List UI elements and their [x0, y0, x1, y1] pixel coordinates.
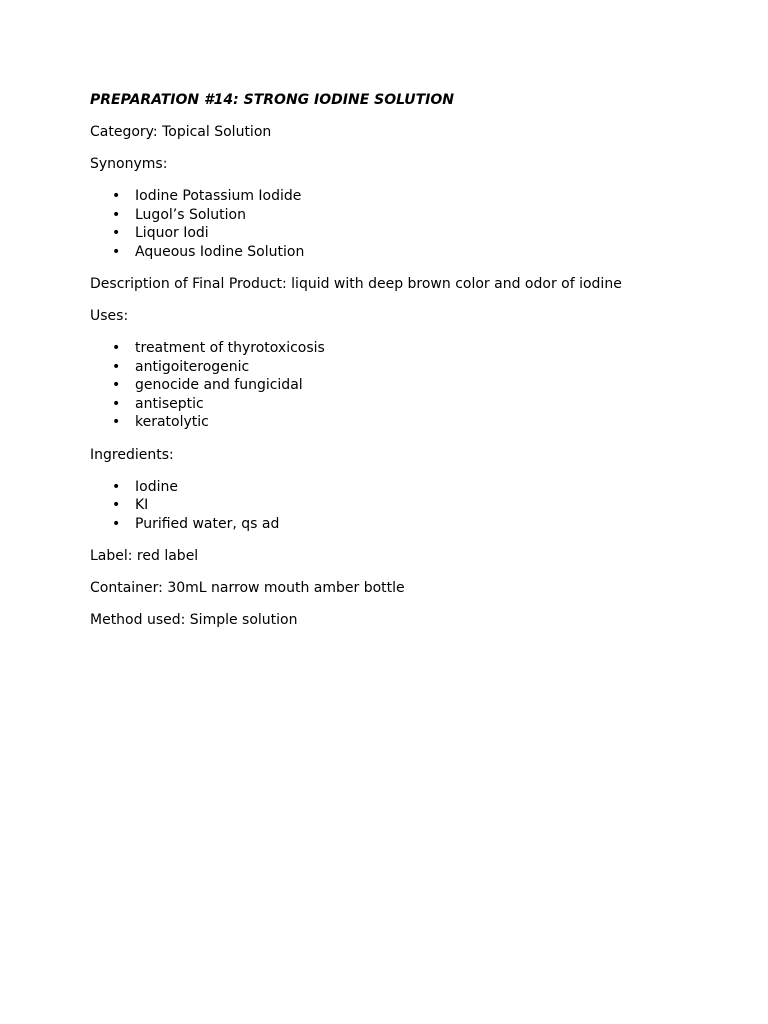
bullet-icon: •	[112, 243, 121, 260]
list-item	[90, 395, 700, 414]
bullet-icon: •	[112, 478, 121, 495]
bullet-icon: •	[112, 497, 121, 513]
bullet-icon: •	[112, 414, 121, 430]
bullet-icon: •	[112, 225, 121, 241]
ingredient-text: Purified water, qs ad	[135, 515, 280, 532]
document-content	[90, 91, 700, 629]
document-title: PREPARATION #14: STRONG IODINE SOLUTION	[90, 92, 455, 108]
use-text: keratolytic	[135, 414, 209, 430]
bullet-icon: •	[112, 395, 121, 412]
use-text: treatment of thyrotoxicosis	[135, 340, 325, 356]
bullet-icon: •	[112, 358, 121, 375]
list-item	[90, 376, 700, 395]
bullet-icon: •	[112, 188, 121, 204]
synonym-text: Iodine Potassium Iodide	[135, 188, 302, 204]
list-item	[90, 206, 700, 225]
synonyms-heading: Synonyms:	[90, 156, 168, 172]
description-line: Description of Final Product: liquid with deep brown color and odor of iodine	[90, 276, 622, 292]
uses-list	[90, 339, 700, 432]
list-item	[90, 496, 700, 515]
ingredient-text: KI	[135, 497, 149, 513]
list-item	[90, 243, 700, 262]
use-text: antigoiterogenic	[135, 358, 250, 375]
list-item	[90, 339, 700, 358]
synonyms-list	[90, 187, 700, 261]
ingredient-text: Iodine	[135, 478, 178, 495]
use-text: genocide and fungicidal	[135, 377, 303, 393]
bullet-icon: •	[112, 206, 121, 223]
synonym-text: Liquor Iodi	[135, 225, 209, 241]
bullet-icon: •	[112, 377, 121, 393]
list-item	[90, 358, 700, 377]
category-line: Category: Topical Solution	[90, 124, 272, 140]
synonym-text: Aqueous Iodine Solution	[135, 243, 305, 260]
bullet-icon: •	[112, 340, 121, 356]
uses-heading: Uses:	[90, 308, 129, 324]
list-item	[90, 478, 700, 497]
list-item	[90, 515, 700, 534]
method-line: Method used: Simple solution	[90, 612, 298, 628]
synonym-text: Lugol’s Solution	[135, 206, 246, 223]
ingredients-heading: Ingredients:	[90, 446, 174, 463]
list-item	[90, 224, 700, 243]
label-line: Label: red label	[90, 548, 199, 564]
use-text: antiseptic	[135, 395, 204, 412]
list-item	[90, 413, 700, 432]
bullet-icon: •	[112, 515, 121, 532]
ingredients-list	[90, 478, 700, 534]
list-item	[90, 187, 700, 206]
container-line: Container: 30mL narrow mouth amber bottle	[90, 580, 405, 596]
